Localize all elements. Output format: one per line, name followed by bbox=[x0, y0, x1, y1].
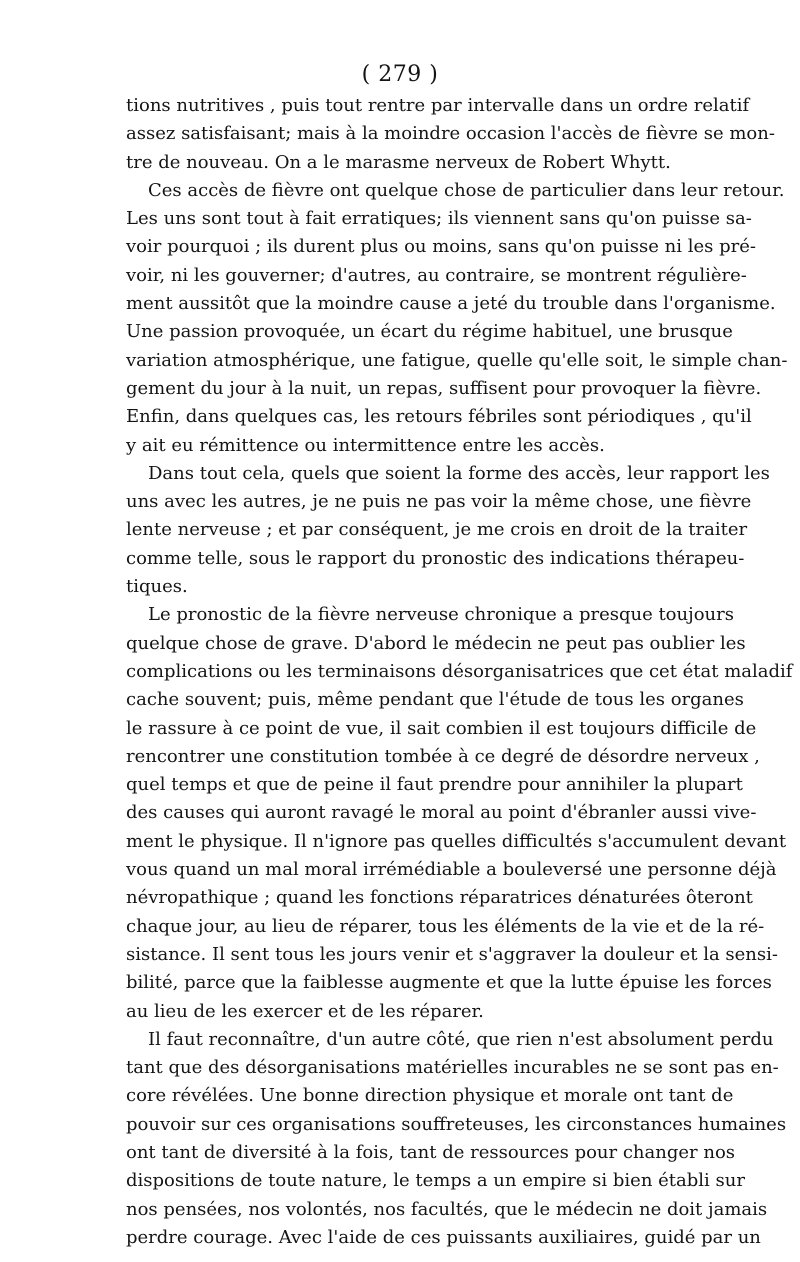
text-line: vous quand un mal moral irrémédiable a bouleversé une personne déjà bbox=[126, 859, 777, 881]
text-line: au lieu de les exercer et de les réparer. bbox=[126, 1000, 484, 1022]
text-line: voir pourquoi ; ils durent plus ou moins, sans qu'on puisse ni les pré- bbox=[126, 236, 756, 258]
text-line: bilité, parce que la faiblesse augmente et que la lutte épuise les forces bbox=[126, 972, 772, 994]
text-line: cache souvent; puis, même pendant que l'étude de tous les organes bbox=[126, 689, 744, 711]
text-line: ment le physique. Il n'ignore pas quelles difficultés s'accumulent devant bbox=[126, 830, 787, 852]
text-line: dispositions de toute nature, le temps a un empire si bien établi sur bbox=[126, 1170, 745, 1192]
text-line: névropathique ; quand les fonctions réparatrices dénaturées ôteront bbox=[126, 887, 753, 909]
text-line: rencontrer une constitution tombée à ce degré de désordre nerveux , bbox=[126, 745, 760, 767]
text-line: Enfin, dans quelques cas, les retours fébriles sont périodiques , qu'il bbox=[126, 406, 752, 428]
text-line: lente nerveuse ; et par conséquent, je me crois en droit de la traiter bbox=[126, 519, 748, 541]
text-line: tions nutritives , puis tout rentre par intervalle dans un ordre relatif bbox=[126, 95, 750, 116]
text-line: assez satisfaisant; mais à la moindre occasion l'accès de fièvre se mon- bbox=[126, 123, 775, 145]
text-line: gement du jour à la nuit, un repas, suffisent pour provoquer la fièvre. bbox=[126, 377, 762, 399]
text-line: uns avec les autres, je ne puis ne pas voir la même chose, une fièvre bbox=[126, 491, 752, 513]
text-line: Le pronostic de la fièvre nerveuse chronique a presque toujours bbox=[148, 604, 734, 626]
text-line: tiques. bbox=[126, 576, 188, 598]
text-line: des causes qui auront ravagé le moral au point d'ébranler aussi vive- bbox=[126, 802, 757, 824]
text-line: Les uns sont tout à fait erratiques; ils viennent sans qu'on puisse sa- bbox=[126, 208, 752, 230]
text-line: ment aussitôt que la moindre cause a jeté du trouble dans l'organisme. bbox=[126, 293, 776, 315]
text-line: complications ou les terminaisons désorganisatrices que cet état maladif bbox=[126, 660, 793, 682]
text-line: Il faut reconnaître, d'un autre côté, que rien n'est absolument perdu bbox=[148, 1028, 774, 1050]
text-line: le rassure à ce point de vue, il sait combien il est toujours difficile de bbox=[126, 717, 757, 739]
text-line: tre de nouveau. On a le marasme nerveux de Robert Whytt. bbox=[126, 151, 671, 173]
text-line: core révélées. Une bonne direction physique et morale ont tant de bbox=[126, 1085, 734, 1107]
text-line: chaque jour, au lieu de réparer, tous les éléments de la vie et de la ré- bbox=[126, 915, 765, 937]
text-line: Ces accès de fièvre ont quelque chose de particulier dans leur retour. bbox=[148, 179, 785, 201]
text-line: quel temps et que de peine il faut prendre pour annihiler la plupart bbox=[126, 774, 743, 796]
text-line: quelque chose de grave. D'abord le médecin ne peut pas oublier les bbox=[126, 632, 746, 654]
text-line: variation atmosphérique, une fatigue, quelle qu'elle soit, le simple chan- bbox=[126, 349, 788, 371]
text-line: comme telle, sous le rapport du pronostic des indications thérapeu- bbox=[126, 547, 745, 569]
text-line: perdre courage. Avec l'aide de ces puissants auxiliaires, guidé par un bbox=[126, 1226, 761, 1248]
text-line: ont tant de diversité à la fois, tant de ressources pour changer nos bbox=[126, 1141, 736, 1163]
page-number: ( 279 ) bbox=[361, 62, 439, 87]
text-line: y ait eu rémittence ou intermittence entre les accès. bbox=[126, 434, 605, 456]
text-line: nos pensées, nos volontés, nos facultés, que le médecin ne doit jamais bbox=[126, 1198, 768, 1220]
text-line: pouvoir sur ces organisations souffreteuses, les circonstances humaines bbox=[126, 1113, 787, 1135]
text-line: sistance. Il sent tous les jours venir et s'aggraver la douleur et la sensi- bbox=[126, 943, 778, 965]
text-line: Une passion provoquée, un écart du régime habituel, une brusque bbox=[126, 321, 733, 343]
text-line: tant que des désorganisations matérielles incurables ne se sont pas en- bbox=[126, 1057, 779, 1079]
body-text bbox=[126, 92, 793, 1252]
text-line: Dans tout cela, quels que soient la forme des accès, leur rapport les bbox=[148, 462, 770, 484]
text-line: voir, ni les gouverner; d'autres, au contraire, se montrent régulière- bbox=[126, 264, 747, 286]
